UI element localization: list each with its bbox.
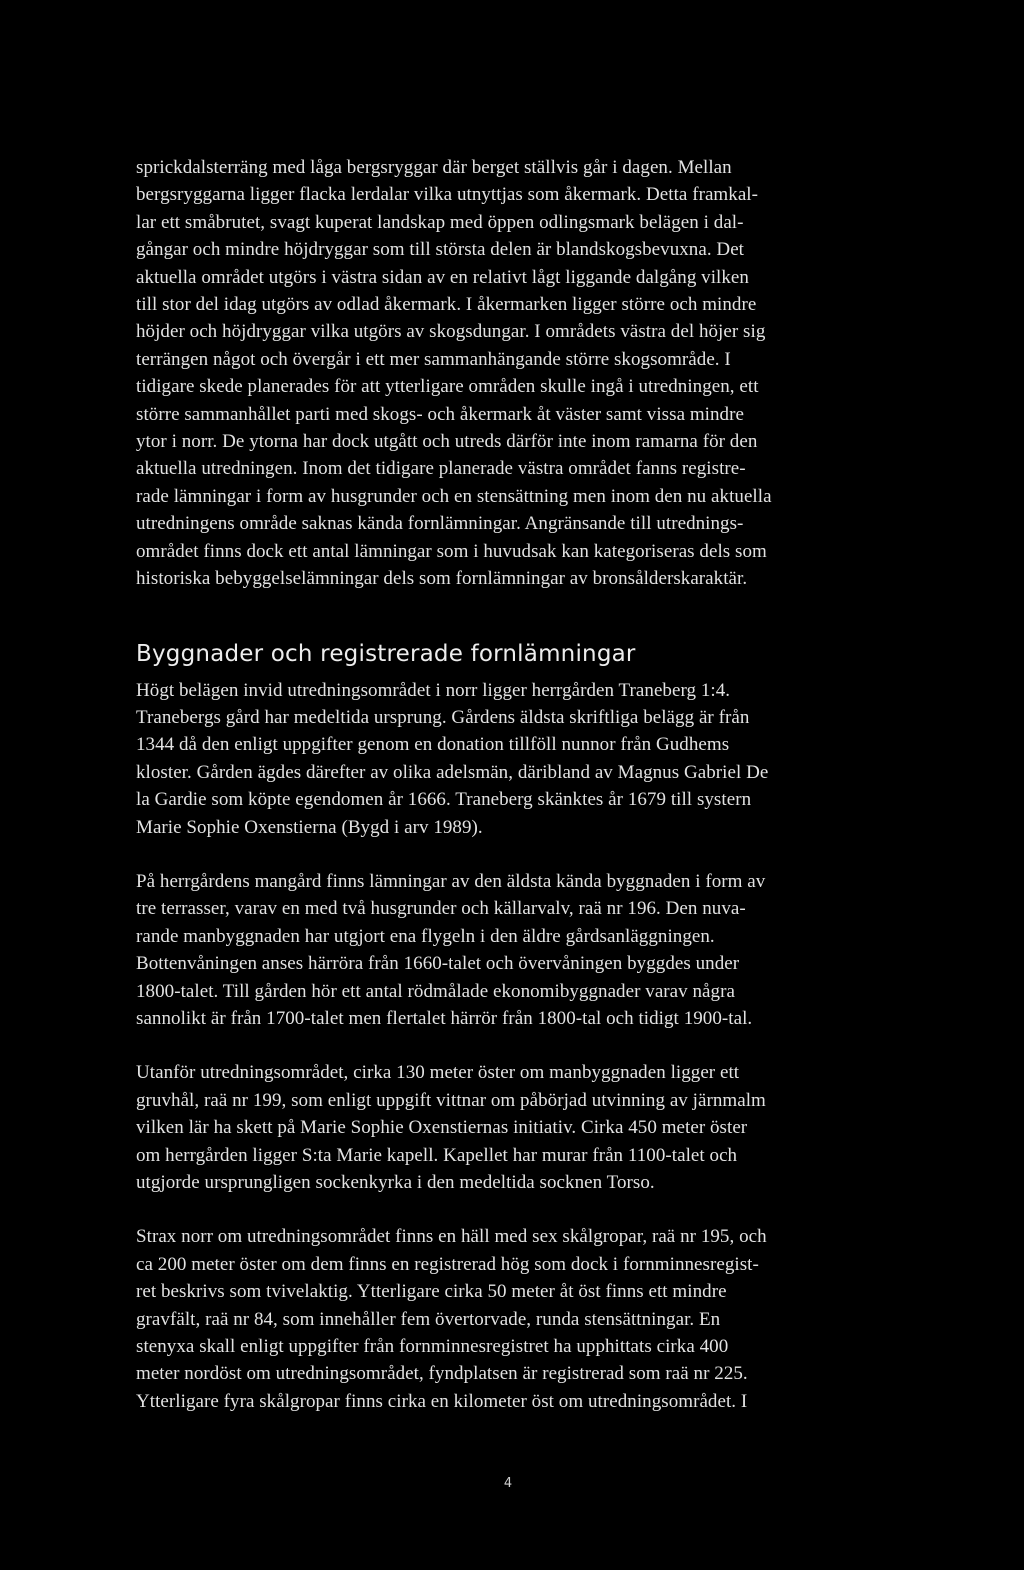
text-line: aktuella området utgörs i västra sidan av en relativt lågt liggande dalgång vilken	[136, 266, 749, 288]
text-line: tidigare skede planerades för att ytterligare områden skulle ingå i utredningen, ett	[136, 376, 759, 398]
text-line: Ytterligare fyra skålgropar finns cirka en kilometer öst om utredningsområdet. I	[136, 1390, 748, 1412]
text-line: Bottenvåningen anses härröra från 1660-talet och övervåningen byggdes under	[136, 953, 740, 975]
text-line: till stor del idag utgörs av odlad åkermark. I åkermarken ligger större och mindre	[136, 294, 757, 316]
text-line: sprickdalsterräng med låga bergsryggar där berget ställvis går i dagen. Mellan	[136, 157, 732, 178]
body-paragraph-5	[136, 1223, 876, 1415]
text-line: gravfält, raä nr 84, som innehåller fem övertorvade, runda stensättningar. En	[136, 1308, 721, 1330]
text-line: lar ett småbrutet, svagt kuperat landskap med öppen odlingsmark belägen i dal-	[136, 211, 744, 233]
body-paragraph-3	[136, 868, 876, 1032]
text-line: På herrgårdens mangård finns lämningar av den äldsta kända byggnaden i form av	[136, 870, 766, 892]
text-line: större sammanhållet parti med skogs- och åkermark åt väster samt vissa mindre	[136, 403, 744, 425]
text-line: aktuella utredningen. Inom det tidigare planerade västra området fanns registre-	[136, 458, 746, 480]
text-line: Strax norr om utredningsområdet finns en häll med sex skålgropar, raä nr 195, och	[136, 1226, 767, 1248]
text-line: om herrgården ligger S:ta Marie kapell. Kapellet har murar från 1100-talet och	[136, 1144, 738, 1166]
text-line: utredningens område saknas kända fornlämningar. Angränsande till utrednings-	[136, 513, 744, 535]
text-line: historiska bebyggelselämningar dels som fornlämningar av bronsålderskaraktär.	[136, 568, 748, 590]
body-paragraph-1	[136, 154, 876, 593]
section-heading: Byggnader och registrerade fornlämningar	[136, 640, 636, 667]
text-line: gruvhål, raä nr 199, som enligt uppgift vittnar om påbörjad utvinning av järnmalm	[136, 1089, 766, 1111]
text-line: rande manbyggnaden har utgjort ena flygeln i den äldre gårdsanläggningen.	[136, 925, 715, 947]
text-line: området finns dock ett antal lämningar som i huvudsak kan kategoriseras dels som	[136, 540, 767, 562]
text-line: Marie Sophie Oxenstierna (Bygd i arv 1989).	[136, 816, 483, 838]
text-line: Utanför utredningsområdet, cirka 130 meter öster om manbyggnaden ligger ett	[136, 1062, 740, 1084]
text-line: 1800-talet. Till gården hör ett antal rödmålade ekonomibyggnader varav några	[136, 980, 735, 1002]
text-line: ca 200 meter öster om dem finns en registrerad hög som dock i fornminnesregist-	[136, 1253, 759, 1275]
text-line: vilken lär ha skett på Marie Sophie Oxenstiernas initiativ. Cirka 450 meter öster	[136, 1117, 748, 1139]
text-line: 1344 då den enligt uppgifter genom en donation tillföll nunnor från Gudhems	[136, 734, 730, 756]
text-line: ret beskrivs som tvivelaktig. Ytterligare cirka 50 meter åt öst finns ett mindre	[136, 1281, 727, 1303]
text-line: Högt belägen invid utredningsområdet i norr ligger herrgården Traneberg 1:4.	[136, 679, 731, 701]
text-line: kloster. Gården ägdes därefter av olika adelsmän, däribland av Magnus Gabriel De	[136, 761, 769, 783]
text-line: sannolikt är från 1700-talet men flertalet härrör från 1800-tal och tidigt 1900-tal.	[136, 1007, 753, 1029]
text-line: Tranebergs gård har medeltida ursprung. Gårdens äldsta skriftliga belägg är från	[136, 706, 750, 728]
text-line: bergsryggarna ligger flacka lerdalar vilka utnyttjas som åkermark. Detta framkal-	[136, 184, 759, 206]
text-line: stenyxa skall enligt uppgifter från fornminnesregistret ha upphittats cirka 400	[136, 1336, 729, 1358]
text-line: gångar och mindre höjdryggar som till största delen är blandskogsbevuxna. Det	[136, 239, 745, 261]
page-number: 4	[503, 1476, 513, 1491]
text-line: terrängen något och övergår i ett mer sammanhängande större skogsområde. I	[136, 348, 731, 370]
page-content	[136, 154, 876, 1415]
body-paragraph-2	[136, 677, 876, 841]
text-line: höjder och höjdryggar vilka utgörs av skogsdungar. I områdets västra del höjer sig	[136, 321, 766, 343]
text-line: tre terrasser, varav en med två husgrunder och källarvalv, raä nr 196. Den nuva-	[136, 898, 746, 920]
text-line: utgjorde ursprungligen sockenkyrka i den medeltida socknen Torso.	[136, 1172, 655, 1193]
text-line: la Gardie som köpte egendomen år 1666. Traneberg skänktes år 1679 till systern	[136, 789, 752, 811]
body-paragraph-4	[136, 1059, 876, 1196]
text-line: rade lämningar i form av husgrunder och en stensättning men inom den nu aktuella	[136, 485, 772, 507]
text-line: meter nordöst om utredningsområdet, fyndplatsen är registrerad som raä nr 225.	[136, 1363, 748, 1385]
text-line: ytor i norr. De ytorna har dock utgått och utreds därför inte inom ramarna för den	[136, 431, 758, 453]
